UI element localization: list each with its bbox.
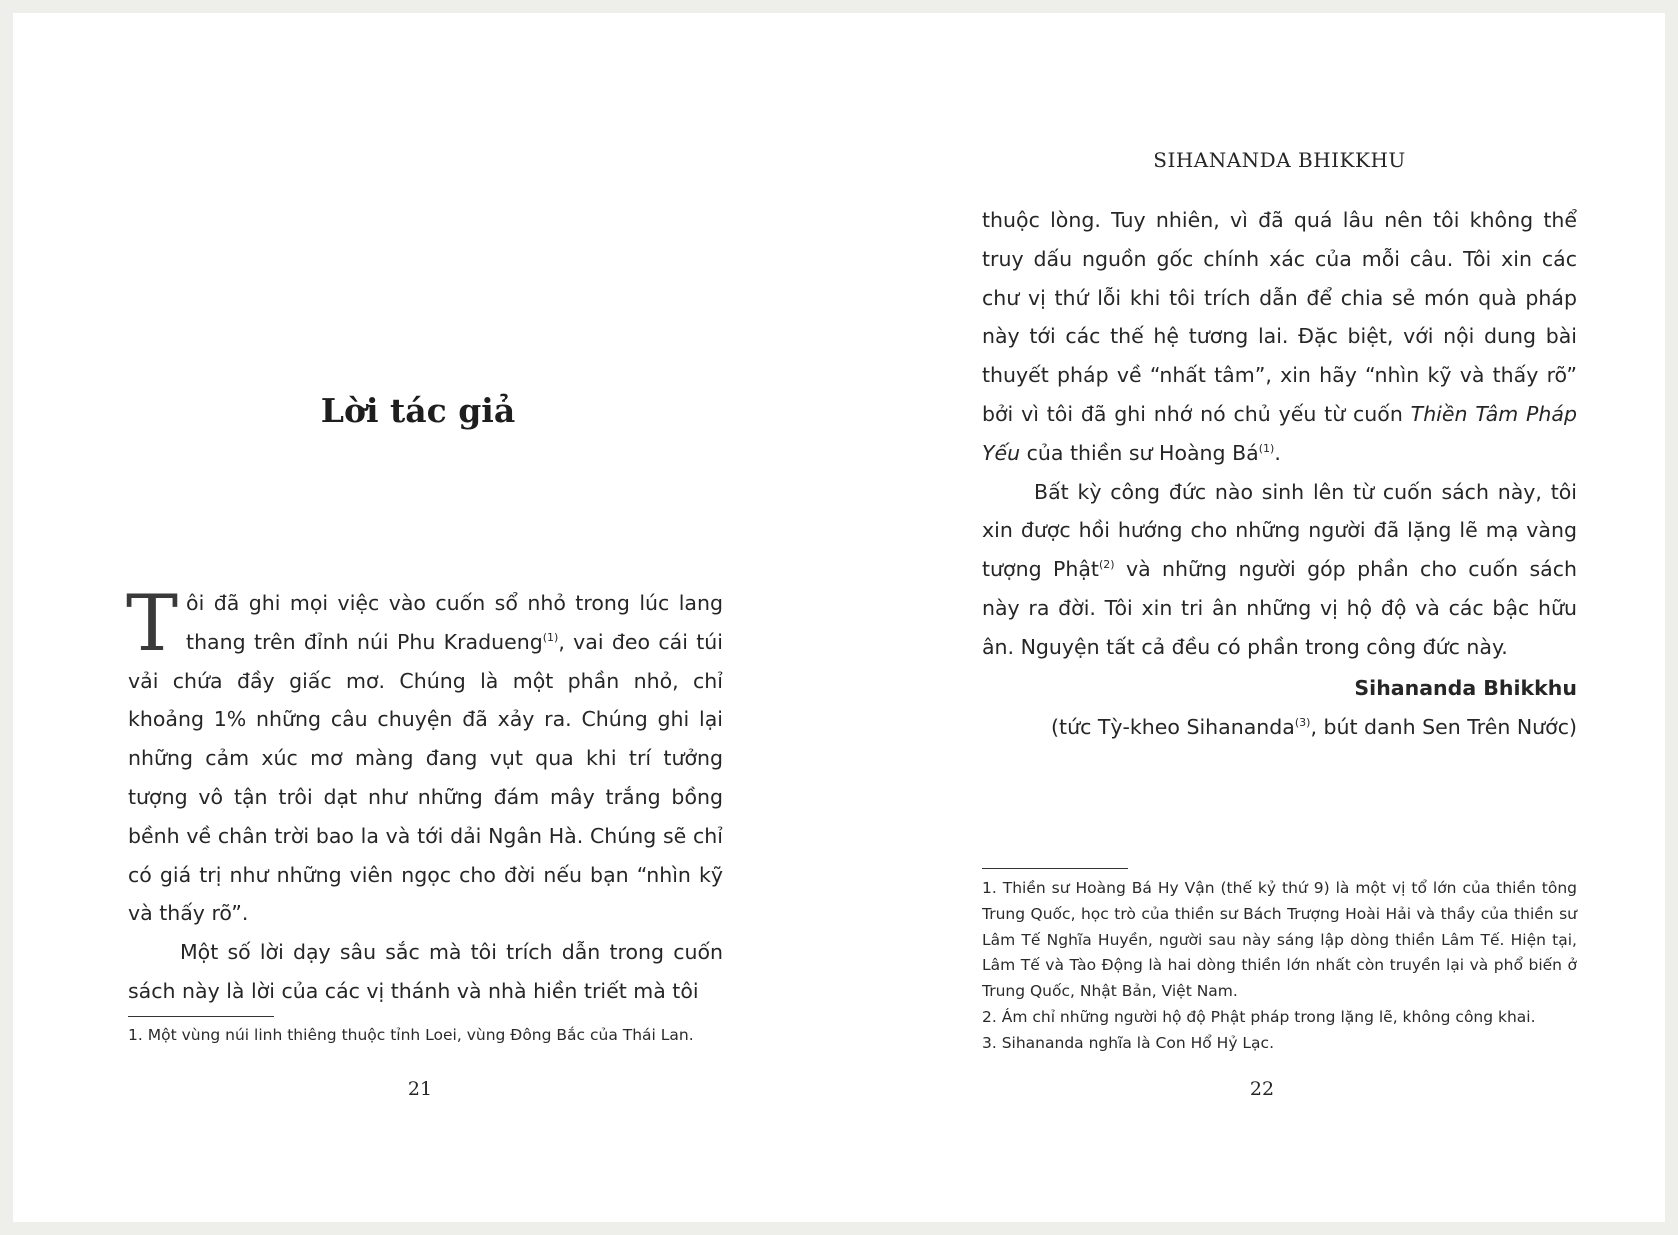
footnote-ref-2: (2) bbox=[1098, 557, 1115, 571]
left-paragraph-1-text-a: ôi đã ghi mọi việc vào cuốn sổ nhỏ trong lúc lang thang trên đỉnh núi Phu Kradueng bbox=[186, 591, 723, 654]
left-body-text bbox=[126, 579, 723, 1011]
left-paragraph-2: Một số lời dạy sâu sắc mà tôi trích dẫn trong cuốn sách này là lời của các vị thánh và nhà hiền triết mà tôi bbox=[128, 940, 723, 1003]
right-footnotes bbox=[982, 876, 1577, 1057]
footnote-1: 1. Một vùng núi linh thiêng thuộc tỉnh Loei, vùng Đông Bắc của Thái Lan. bbox=[128, 1026, 694, 1044]
book-spread bbox=[13, 13, 1665, 1222]
signature-name: Sihananda Bhikkhu bbox=[1354, 676, 1577, 700]
footnote-ref-3: (3) bbox=[1294, 715, 1311, 729]
footnote-ref-1: (1) bbox=[1258, 441, 1275, 455]
right-paragraph-2-text-a: Bất kỳ công đức nào sinh lên từ cuốn sách này, tôi xin được hồi hướng cho những người đã lặng lẽ mạ vàng tượng Phật bbox=[982, 479, 1577, 582]
right-paragraph-2-text-b: và những người góp phần cho cuốn sách này ra đời. Tôi xin tri ân những vị hộ độ và các bậc hữu ân. Nguyện tất cả đều có phần trong công đức này. bbox=[982, 557, 1577, 659]
book-title-italic: Thiền Tâm Pháp Yếu bbox=[982, 401, 1577, 465]
left-paragraph-1 bbox=[126, 579, 723, 933]
author-signature bbox=[982, 669, 1577, 747]
page-number: 22 bbox=[1249, 1078, 1275, 1100]
footnote-3: 3. Sihananda nghĩa là Con Hổ Hỷ Lạc. bbox=[982, 1033, 1275, 1052]
right-page bbox=[839, 13, 1665, 1222]
footnote-ref-1: (1) bbox=[542, 630, 559, 644]
page-number: 21 bbox=[407, 1078, 433, 1100]
right-paragraph-1 bbox=[982, 201, 1577, 473]
running-head: SIHANANDA BHIKKHU bbox=[1153, 148, 1406, 172]
right-paragraph-1-text-b: của thiền sư Hoàng Bá bbox=[1020, 440, 1259, 465]
left-footnotes bbox=[128, 1023, 728, 1049]
right-body-text bbox=[982, 201, 1577, 667]
signature-alias-text-a: (tức Tỳ-kheo Sihananda bbox=[1051, 714, 1295, 739]
footnote-2: 2. Ám chỉ những người hộ độ Phật pháp trong lặng lẽ, không công khai. bbox=[982, 1007, 1536, 1026]
right-paragraph-2 bbox=[982, 473, 1577, 667]
right-paragraph-1-end: . bbox=[1274, 440, 1281, 465]
dropcap-letter: T bbox=[126, 579, 179, 669]
left-page bbox=[13, 13, 839, 1222]
chapter-title: Lời tác giả bbox=[320, 391, 516, 430]
footnote-divider bbox=[128, 1016, 274, 1017]
signature-alias-text-b: , bút danh Sen Trên Nước) bbox=[1310, 714, 1577, 739]
left-paragraph-1-text-b: , vai đeo cái túi vải chứa đầy giấc mơ. Chúng là một phần nhỏ, chỉ khoảng 1% những câu chuyện đã xảy ra. Chúng ghi lại những cảm xúc mơ màng đang vụt qua khi trí tưởng tượng vô tận trôi dạt như những đám mây trắng bồng bềnh về chân trời bao la và tới dải Ngân Hà. Chúng sẽ chỉ có giá trị như những viên ngọc cho đời nếu bạn “nhìn kỹ và thấy rõ”. bbox=[128, 629, 723, 926]
footnote-divider bbox=[982, 868, 1128, 869]
signature-alias bbox=[982, 708, 1577, 747]
right-paragraph-1-text-a: thuộc lòng. Tuy nhiên, vì đã quá lâu nên tôi không thể truy dấu nguồn gốc chính xác của mỗi câu. Tôi xin các chư vị thứ lỗi khi tôi trích dẫn để chia sẻ món quà pháp này tới các thế hệ tương lai. Đặc biệt, với nội dung bài thuyết pháp về “nhất tâm”, xin hãy “nhìn kỹ và thấy rõ” bởi vì tôi đã ghi nhớ nó chủ yếu từ cuốn bbox=[982, 208, 1577, 426]
footnote-1: 1. Thiền sư Hoàng Bá Hy Vận (thế kỷ thứ 9) là một vị tổ lớn của thiền tông Trung Quốc, học trò của thiền sư Bách Trượng Hoài Hải và thầy của thiền sư Lâm Tế Nghĩa Huyền, người sau này sáng lập dòng thiền Lâm Tế. Hiện tại, Lâm Tế và Tào Động là hai dòng thiền lớn nhất còn truyền lại và phổ biến ở Trung Quốc, Nhật Bản, Việt Nam. bbox=[982, 879, 1577, 1001]
